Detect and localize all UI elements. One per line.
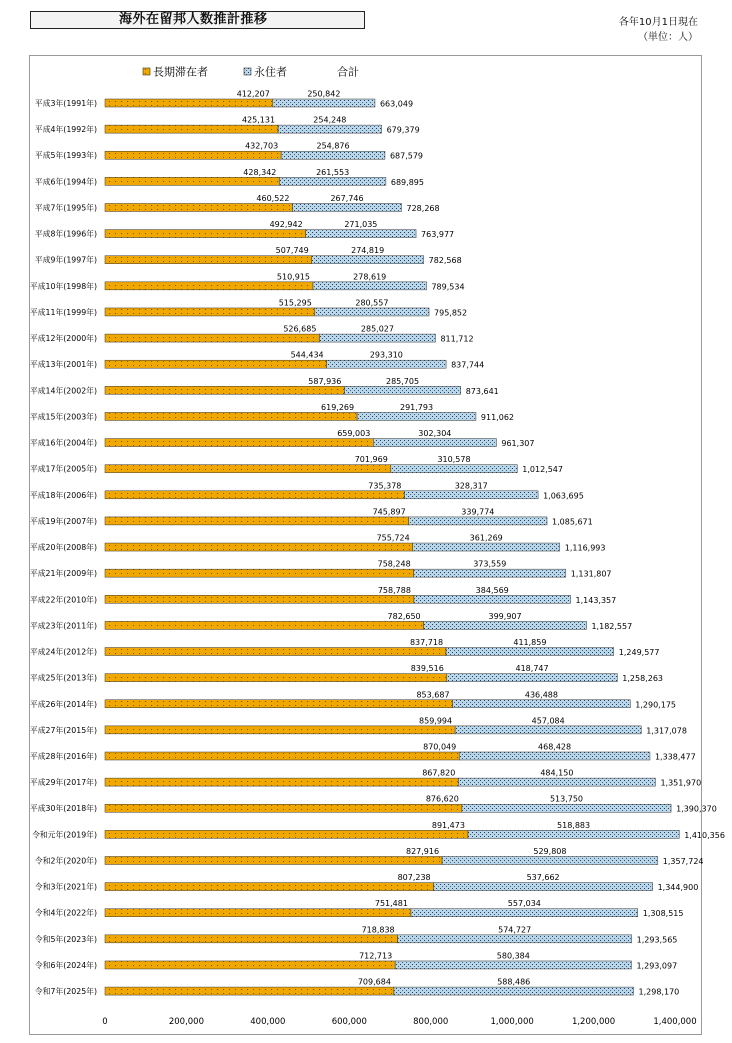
bar-long-term	[105, 987, 394, 995]
value-label-permanent: 529,808	[533, 846, 567, 856]
value-label-total: 837,744	[451, 360, 485, 370]
unit-note: （単位：人）	[638, 32, 698, 43]
chart-title: 海外在留邦人数推計推移	[119, 12, 268, 27]
value-label-total: 1,351,970	[660, 778, 702, 788]
value-label-total: 1,410,356	[684, 830, 725, 840]
value-label-total: 689,895	[390, 177, 424, 187]
bar-long-term	[105, 543, 413, 551]
category-label: 平成12年(2000年)	[29, 334, 97, 344]
legend	[143, 65, 359, 79]
bar-long-term	[105, 856, 442, 864]
bar-permanent	[459, 752, 650, 760]
bar-permanent	[273, 99, 375, 107]
bar-permanent	[292, 203, 401, 211]
date-note: 各年10月1日現在	[618, 17, 698, 28]
legend-label-2: 合計	[337, 65, 359, 79]
value-label-permanent: 436,488	[524, 690, 558, 700]
category-label: 平成22年(2010年)	[29, 595, 97, 605]
bar-permanent	[357, 412, 476, 420]
value-label-long-term: 867,820	[422, 768, 456, 778]
bar-long-term	[105, 961, 395, 969]
bar-permanent	[391, 465, 517, 473]
value-label-permanent: 580,384	[496, 951, 530, 961]
category-label: 平成30年(2018年)	[29, 804, 97, 814]
bar-permanent	[404, 491, 538, 499]
category-label: 平成14年(2002年)	[29, 386, 97, 396]
value-label-long-term: 745,897	[372, 507, 406, 517]
value-label-total: 1,338,477	[654, 752, 696, 762]
bar-long-term	[105, 752, 459, 760]
bar-long-term	[105, 439, 373, 447]
value-label-total: 961,307	[501, 439, 535, 449]
value-label-permanent: 588,486	[497, 977, 531, 987]
value-label-long-term: 659,003	[337, 429, 371, 439]
bar-long-term	[105, 125, 278, 133]
category-label: 令和7年(2025年)	[34, 987, 97, 997]
bar-permanent	[414, 569, 566, 577]
category-label: 平成26年(2014年)	[29, 699, 97, 709]
x-tick-label: 400,000	[250, 1017, 286, 1027]
value-label-total: 687,579	[389, 151, 424, 161]
value-label-long-term: 587,936	[308, 376, 342, 386]
value-label-permanent: 274,819	[351, 246, 385, 256]
bar-long-term	[105, 883, 434, 891]
bar-long-term	[105, 308, 315, 316]
value-label-permanent: 518,883	[557, 820, 591, 830]
bar-long-term	[105, 177, 279, 185]
value-label-permanent: 468,428	[538, 742, 572, 752]
category-label: 令和5年(2023年)	[34, 934, 97, 944]
category-label: 平成24年(2012年)	[29, 647, 97, 657]
bar-permanent	[468, 830, 679, 838]
value-label-long-term: 876,620	[425, 794, 459, 804]
value-label-permanent: 537,662	[526, 873, 560, 883]
bar-long-term	[105, 700, 453, 708]
value-label-long-term: 839,516	[410, 664, 444, 674]
category-label: 平成13年(2001年)	[29, 360, 97, 370]
value-label-total: 873,641	[465, 386, 499, 396]
bar-long-term	[105, 935, 398, 943]
x-tick-label: 200,000	[168, 1017, 205, 1027]
value-label-long-term: 758,248	[377, 559, 411, 569]
value-label-total: 663,049	[379, 99, 414, 109]
bar-permanent	[442, 856, 658, 864]
value-label-total: 789,534	[431, 282, 465, 292]
value-label-total: 1,012,547	[522, 465, 563, 475]
bar-permanent	[424, 621, 587, 629]
value-label-permanent: 261,553	[316, 167, 350, 177]
value-label-long-term: 827,916	[405, 846, 440, 856]
bar-permanent	[458, 778, 655, 786]
bar-permanent	[414, 595, 571, 603]
bar-long-term	[105, 569, 414, 577]
bar-permanent	[447, 674, 617, 682]
value-label-permanent: 285,705	[385, 376, 420, 386]
value-label-total: 1,131,807	[570, 569, 612, 579]
value-label-long-term: 807,238	[397, 873, 431, 883]
bar-long-term	[105, 909, 411, 917]
value-label-total: 728,268	[406, 203, 440, 213]
value-label-total: 1,357,724	[662, 856, 704, 866]
value-label-total: 1,344,900	[657, 883, 699, 893]
value-label-total: 1,116,993	[564, 543, 606, 553]
category-label: 令和4年(2022年)	[34, 908, 97, 918]
category-label: 平成20年(2008年)	[29, 543, 97, 553]
bar-permanent	[398, 935, 632, 943]
bar-long-term	[105, 517, 409, 525]
bar-permanent	[315, 308, 429, 316]
value-label-total: 1,143,357	[575, 595, 617, 605]
value-label-permanent: 384,569	[475, 585, 509, 595]
bar-long-term	[105, 491, 404, 499]
bar-permanent	[394, 987, 634, 995]
category-label: 平成3年(1991年)	[34, 99, 97, 108]
bar-permanent	[306, 230, 416, 238]
legend-swatch-0	[143, 68, 150, 75]
value-label-permanent: 293,310	[369, 350, 403, 360]
value-label-permanent: 328,317	[454, 481, 488, 491]
value-label-permanent: 373,559	[473, 559, 507, 569]
category-label: 平成15年(2003年)	[29, 412, 97, 422]
value-label-long-term: 712,713	[359, 951, 393, 961]
x-tick-label: 1,000,000	[490, 1017, 534, 1027]
bar-long-term	[105, 621, 424, 629]
bar-permanent	[319, 334, 435, 342]
value-label-long-term: 544,434	[290, 350, 324, 360]
category-label: 平成8年(1996年)	[34, 229, 97, 239]
value-label-total: 679,379	[386, 125, 420, 135]
bar-long-term	[105, 830, 468, 838]
value-label-long-term: 701,969	[354, 455, 388, 465]
bar-long-term	[105, 203, 292, 211]
value-label-long-term: 412,207	[236, 89, 270, 99]
value-label-long-term: 859,994	[419, 716, 453, 726]
category-label: 平成9年(1997年)	[34, 255, 97, 265]
value-label-total: 763,977	[421, 230, 455, 240]
bar-permanent	[279, 177, 385, 185]
bar-permanent	[312, 256, 424, 264]
value-label-long-term: 432,703	[245, 141, 279, 151]
value-label-long-term: 515,295	[278, 298, 312, 308]
value-label-long-term: 758,788	[377, 585, 411, 595]
bar-permanent	[453, 700, 631, 708]
category-label: 平成4年(1992年)	[34, 125, 97, 135]
category-label: 平成5年(1993年)	[34, 151, 97, 161]
value-label-total: 1,085,671	[552, 517, 593, 527]
value-label-permanent: 418,747	[515, 664, 549, 674]
value-label-total: 911,062	[480, 412, 515, 422]
bar-long-term	[105, 151, 281, 159]
bar-permanent	[434, 883, 653, 891]
legend-label-1: 永住者	[254, 65, 287, 79]
bar-long-term	[105, 674, 447, 682]
value-label-total: 1,293,565	[636, 935, 678, 945]
category-labels	[30, 98, 97, 996]
bar-long-term	[105, 648, 446, 656]
x-tick-label: 1,200,000	[571, 1017, 616, 1027]
value-label-total: 811,712	[440, 334, 474, 344]
bar-permanent	[409, 517, 547, 525]
category-label: 令和6年(2024年)	[34, 960, 97, 970]
bar-permanent	[281, 151, 385, 159]
value-label-long-term: 709,684	[357, 977, 391, 987]
value-label-total: 1,063,695	[543, 491, 584, 501]
bar-permanent	[413, 543, 560, 551]
bar-permanent	[278, 125, 382, 133]
value-label-total: 795,852	[434, 308, 468, 318]
value-label-long-term: 526,685	[283, 324, 317, 334]
bar-long-term	[105, 282, 313, 290]
value-label-long-term: 782,650	[387, 611, 421, 621]
bar-long-term	[105, 726, 455, 734]
value-label-long-term: 735,378	[368, 481, 402, 491]
value-label-long-term: 428,342	[243, 167, 277, 177]
value-label-permanent: 361,269	[469, 533, 503, 543]
value-label-permanent: 254,248	[313, 115, 347, 125]
category-label: 平成7年(1995年)	[34, 203, 97, 213]
x-tick-label: 0	[102, 1017, 108, 1027]
category-label: 平成25年(2013年)	[29, 673, 97, 683]
value-label-permanent: 457,084	[531, 716, 565, 726]
value-label-long-term: 460,522	[256, 193, 290, 203]
category-label: 平成19年(2007年)	[29, 516, 97, 526]
value-label-total: 782,568	[428, 256, 462, 266]
bar-long-term	[105, 412, 357, 420]
value-label-long-term: 492,942	[269, 220, 303, 230]
value-label-permanent: 574,727	[498, 925, 532, 935]
value-label-total: 1,249,577	[618, 648, 660, 658]
value-label-permanent: 250,842	[307, 89, 341, 99]
bar-long-term	[105, 99, 273, 107]
value-label-permanent: 513,750	[549, 794, 584, 804]
bar-long-term	[105, 360, 327, 368]
value-label-long-term: 507,749	[275, 246, 309, 256]
bar-permanent	[462, 804, 671, 812]
value-label-permanent: 267,746	[330, 193, 364, 203]
category-label: 平成18年(2006年)	[29, 490, 97, 500]
category-label: 平成6年(1994年)	[34, 177, 97, 187]
bar-long-term	[105, 465, 391, 473]
category-label: 令和2年(2020年)	[34, 856, 97, 866]
x-tick-label: 1,400,000	[653, 1017, 697, 1027]
bar-permanent	[313, 282, 426, 290]
bar-permanent	[446, 648, 614, 656]
value-label-long-term: 751,481	[374, 899, 408, 909]
bar-permanent	[373, 439, 496, 447]
value-label-long-term: 510,915	[276, 272, 311, 282]
category-label: 令和3年(2021年)	[34, 882, 97, 892]
value-label-permanent: 557,034	[507, 899, 541, 909]
value-label-permanent: 310,578	[437, 455, 471, 465]
category-label: 平成11年(1999年)	[29, 307, 97, 317]
bar-long-term	[105, 804, 462, 812]
category-label: 平成16年(2004年)	[29, 438, 97, 448]
value-label-total: 1,308,515	[642, 909, 684, 919]
value-label-total: 1,182,557	[591, 621, 633, 631]
value-label-permanent: 280,557	[355, 298, 389, 308]
category-label: 平成27年(2015年)	[29, 725, 97, 735]
x-tick-label: 600,000	[331, 1017, 367, 1027]
value-label-long-term: 425,131	[241, 115, 276, 125]
value-label-total: 1,290,175	[635, 700, 677, 710]
value-label-permanent: 291,793	[399, 402, 434, 412]
x-axis	[102, 1017, 696, 1027]
bar-long-term	[105, 334, 319, 342]
bar-permanent	[455, 726, 641, 734]
value-label-total: 1,293,097	[636, 961, 678, 971]
value-label-total: 1,317,078	[646, 726, 687, 736]
value-label-permanent: 339,774	[461, 507, 495, 517]
bar-long-term	[105, 595, 414, 603]
x-tick-label: 800,000	[413, 1017, 449, 1027]
bar-permanent	[327, 360, 446, 368]
legend-swatch-1	[244, 68, 251, 75]
value-label-permanent: 411,859	[513, 638, 547, 648]
value-label-permanent: 302,304	[418, 429, 452, 439]
bar-permanent	[395, 961, 631, 969]
category-label: 平成29年(2017年)	[29, 778, 97, 788]
bar-long-term	[105, 386, 344, 394]
value-label-permanent: 399,907	[488, 611, 522, 621]
value-label-permanent: 271,035	[344, 220, 378, 230]
value-label-total: 1,298,170	[638, 987, 680, 997]
value-label-long-term: 870,049	[423, 742, 457, 752]
value-label-permanent: 484,150	[540, 768, 574, 778]
value-label-total: 1,258,263	[622, 674, 664, 684]
value-label-long-term: 837,718	[409, 638, 444, 648]
bar-long-term	[105, 256, 312, 264]
category-label: 平成28年(2016年)	[29, 752, 97, 761]
value-label-permanent: 278,619	[353, 272, 387, 282]
value-label-long-term: 853,687	[416, 690, 450, 700]
value-label-total: 1,390,370	[676, 804, 717, 814]
value-label-permanent: 285,027	[360, 324, 395, 334]
bar-permanent	[411, 909, 638, 917]
category-label: 平成10年(1998年)	[29, 281, 97, 291]
value-label-long-term: 619,269	[321, 402, 355, 412]
bar-long-term	[105, 778, 458, 786]
legend-label-0: 長期滞在者	[153, 65, 208, 79]
category-label: 令和元年(2019年)	[32, 830, 97, 840]
category-label: 平成21年(2009年)	[29, 569, 97, 579]
bar-long-term	[105, 230, 306, 238]
value-label-permanent: 254,876	[316, 141, 350, 151]
value-label-long-term: 891,473	[431, 820, 465, 830]
value-label-long-term: 718,838	[361, 925, 395, 935]
bar-permanent	[344, 386, 460, 394]
category-label: 平成17年(2005年)	[29, 464, 97, 474]
category-label: 平成23年(2011年)	[29, 621, 97, 631]
value-label-long-term: 755,724	[376, 533, 410, 543]
